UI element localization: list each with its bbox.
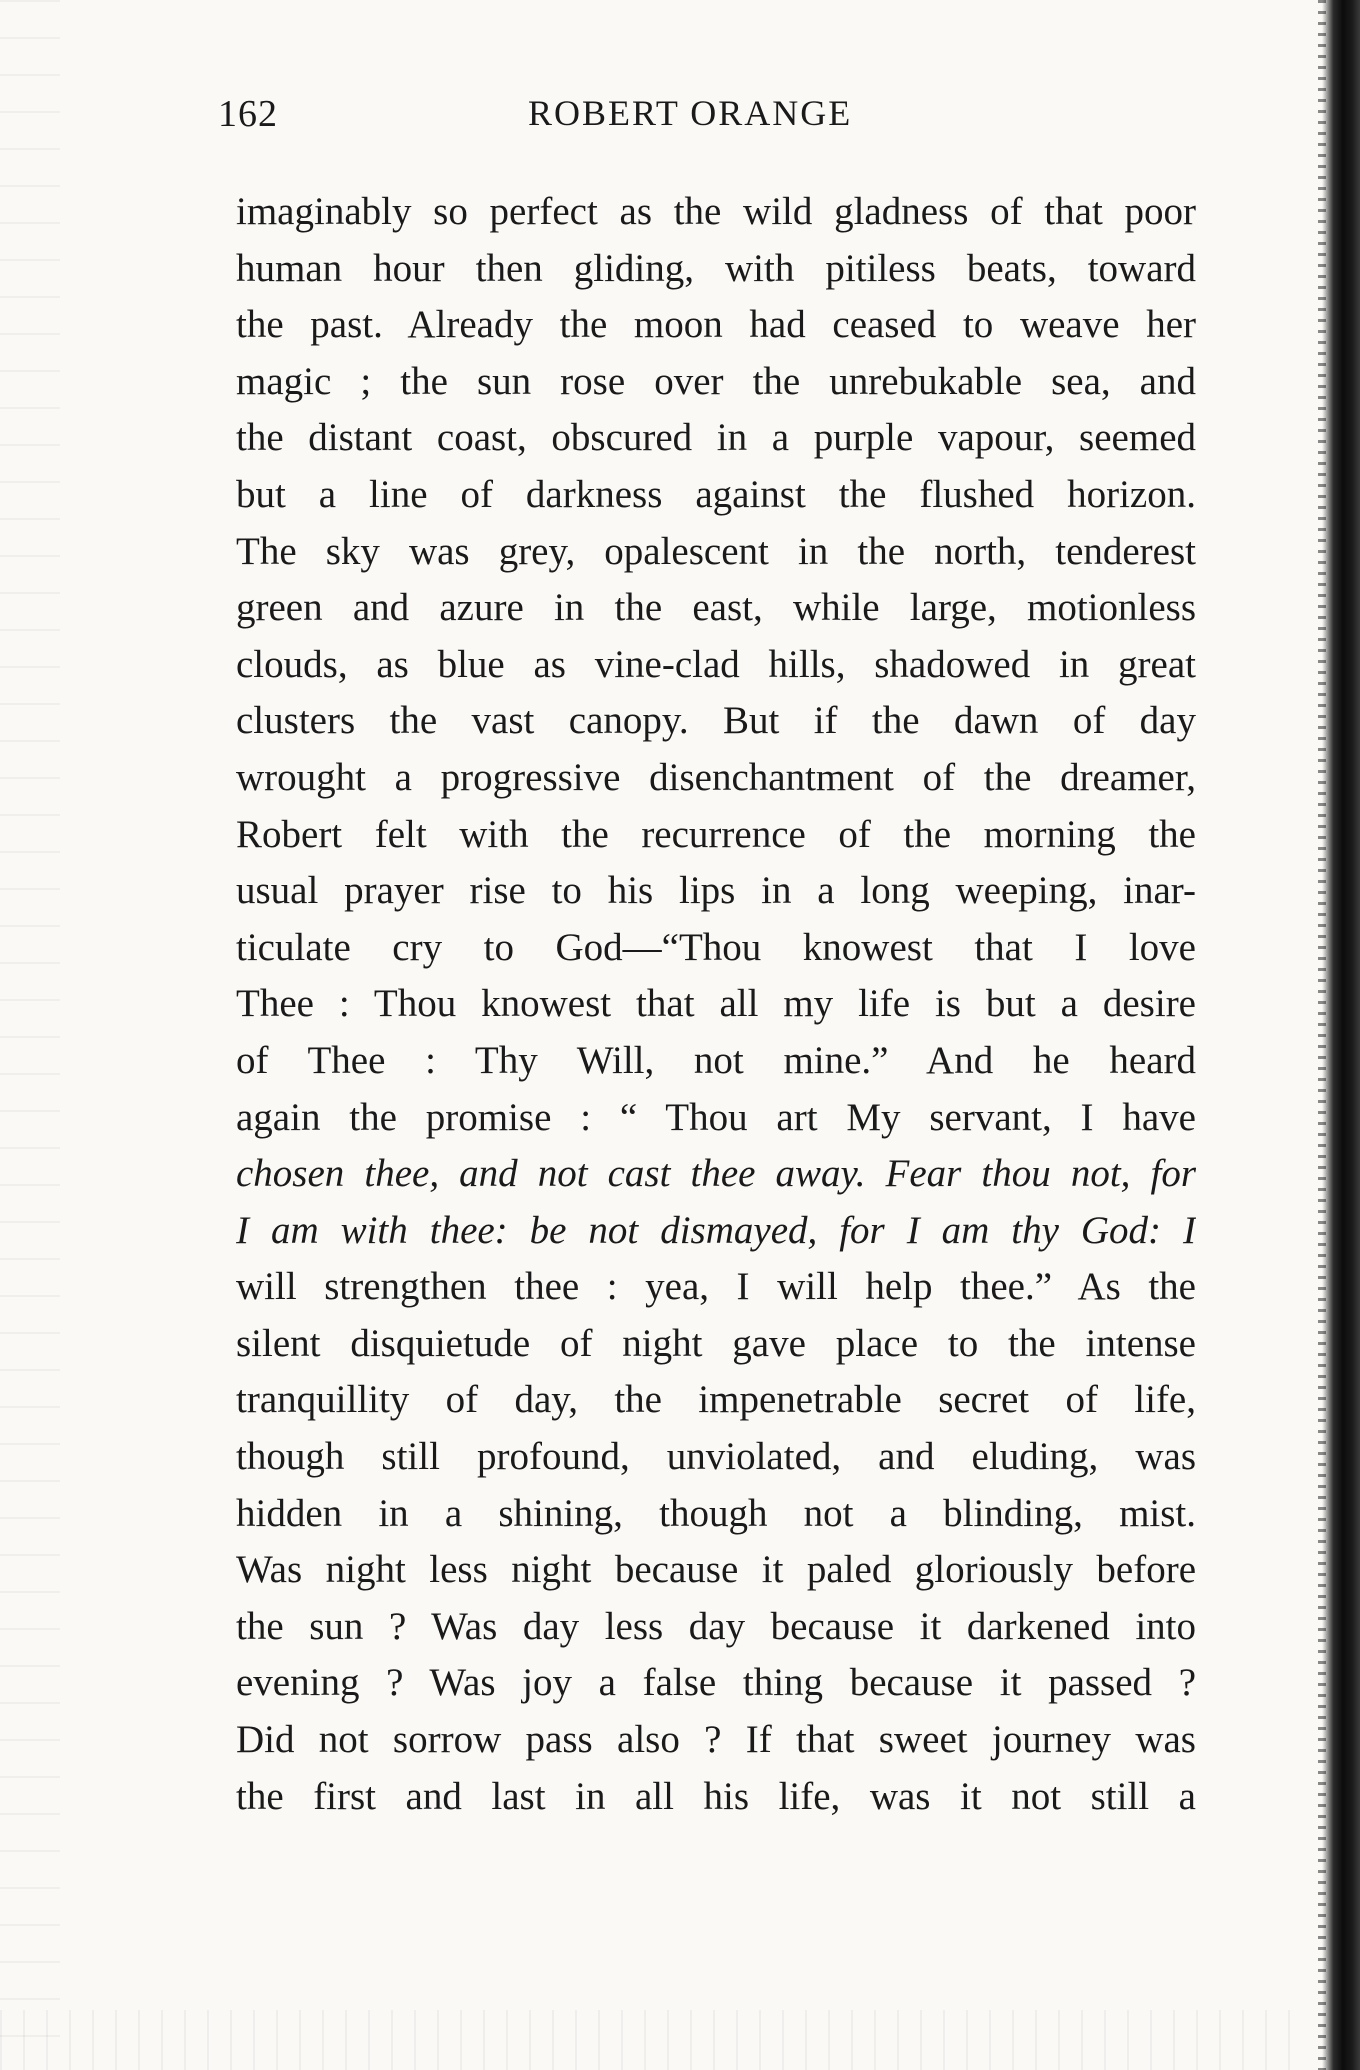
text-line: The sky was grey, opalescent in the north, tenderest (236, 529, 1196, 573)
text-line: green and azure in the east, while large, motionless (236, 586, 1196, 630)
text-line: but a line of darkness against the flushed horizon. (236, 472, 1196, 516)
text-line: the distant coast, obscured in a purple vapour, seemed (236, 416, 1196, 460)
text-line: the first and last in all his life, was it not still a (236, 1774, 1196, 1818)
page-number: 162 (218, 93, 278, 135)
text-line: wrought a progressive disenchantment of the dreamer, (236, 755, 1196, 799)
page-left-edge-shadow (0, 0, 60, 2070)
text-line: the sun ? Was day less day because it darkened into (236, 1604, 1196, 1648)
text-line-quote-start: again the promise : “ Thou art My servant, I have (236, 1095, 1196, 1139)
text-line: tranquillity of day, the impenetrable secret of life, (236, 1378, 1196, 1422)
text-line: Thee : Thou knowest that all my life is but a desire (236, 982, 1196, 1026)
text-line: though still profound, unviolated, and eluding, was (236, 1435, 1196, 1479)
text-line: hidden in a shining, though not a blinding, mist. (236, 1491, 1196, 1535)
text-line: the past. Already the moon had ceased to weave her (236, 303, 1196, 347)
bottom-scan-specks (0, 2010, 1300, 2070)
page-header (0, 92, 1360, 148)
running-head: ROBERT ORANGE (528, 93, 853, 133)
text-line-quote: I am with thee: be not dismayed, for I am thy God: I (236, 1208, 1196, 1252)
text-line: Robert felt with the recurrence of the morning the (236, 812, 1196, 856)
text-line-quote-end: will strengthen thee : yea, I will help thee.” As the (236, 1265, 1196, 1309)
text-line: clouds, as blue as vine-clad hills, shadowed in great (236, 642, 1196, 686)
text-line: evening ? Was joy a false thing because it passed ? (236, 1661, 1196, 1705)
text-line: magic ; the sun rose over the unrebukable sea, and (236, 359, 1196, 403)
text-line: usual prayer rise to his lips in a long weeping, inar- (236, 869, 1196, 913)
text-line: Was night less night because it paled gloriously before (236, 1548, 1196, 1592)
text-line: silent disquietude of night gave place to the intense (236, 1321, 1196, 1365)
text-line: human hour then gliding, with pitiless beats, toward (236, 246, 1196, 290)
text-line: imaginably so perfect as the wild gladness of that poor (236, 190, 1196, 233)
text-line: of Thee : Thy Will, not mine.” And he heard (236, 1038, 1196, 1082)
binding-edge-shadow (1322, 0, 1360, 2070)
text-line-quote: chosen thee, and not cast thee away. Fear thou not, for (236, 1152, 1196, 1196)
body-text (236, 184, 1196, 1825)
text-line: clusters the vast canopy. But if the dawn of day (236, 699, 1196, 743)
text-line: ticulate cry to God—“Thou knowest that I love (236, 925, 1196, 969)
text-line: Did not sorrow pass also ? If that sweet journey was (236, 1718, 1196, 1762)
